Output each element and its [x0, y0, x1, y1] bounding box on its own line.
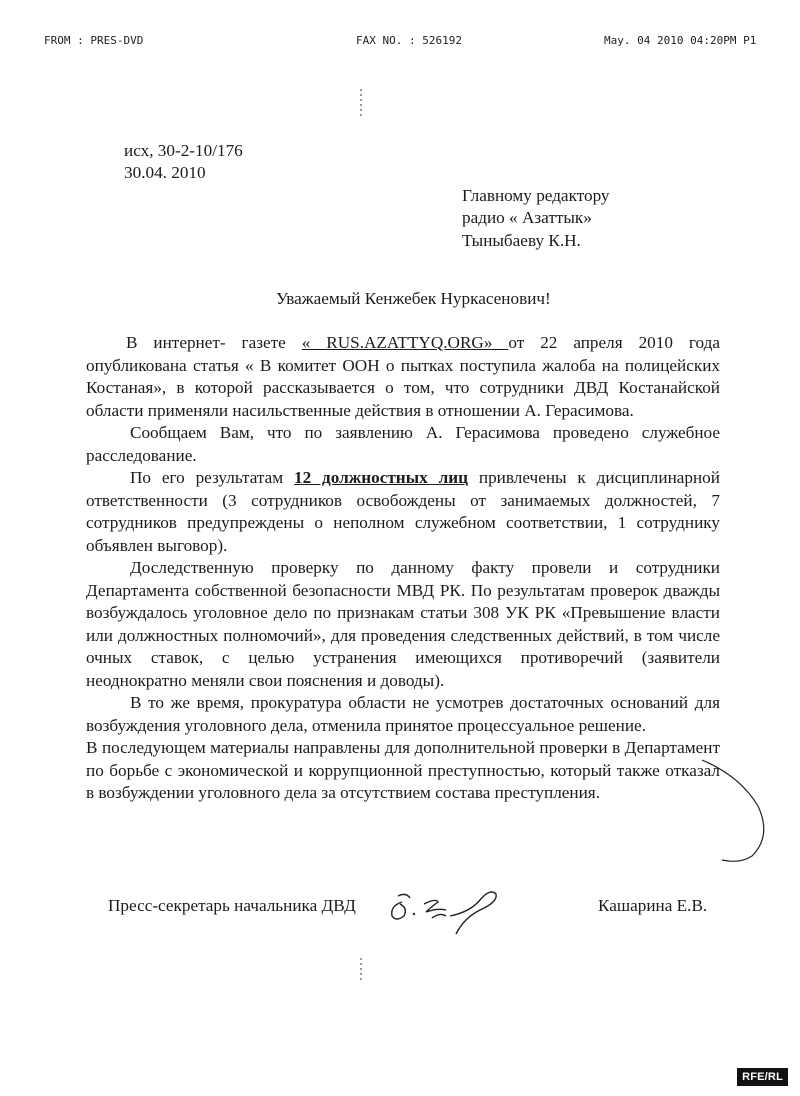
- paragraph-4: Доследственную проверку по данному факту провели и сотрудники Департамента собственной безопасности МВД РК. По результатам проверок дважды возбуждалось уголовное дело по признакам статьи 308 УК РК «Превышение власти или должностных полномочий», для проведения следственных действий, в том числе очных ставок, с целью устранения имеющихся противоречий (заявители неоднократно меняли свои пояснения и доводы).: [86, 558, 720, 690]
- fold-marks-bottom: [360, 958, 362, 983]
- paragraph-5: В то же время, прокуратура области не усмотрев достаточных оснований для возбуждения уголовного дела, отменила принятое процессуальное решение.: [86, 693, 720, 735]
- paragraph-1-intro: В интернет- газете: [126, 333, 302, 352]
- fax-from: FROM : PRES-DVD: [44, 34, 144, 47]
- letter-body: [86, 332, 720, 805]
- fax-datetime-page: May. 04 2010 04:20PM P1: [604, 34, 757, 47]
- addressee-line-3: Тыныбаеву К.Н.: [462, 231, 581, 250]
- greeting: Уважаемый Кенжебек Нуркасенович!: [276, 289, 551, 308]
- paragraph-3-intro: По его результатам: [130, 468, 295, 487]
- outgoing-reference-date: 30.04. 2010: [124, 163, 206, 182]
- paragraph-1-text: от 22 апреля 2010 года опубликована статья « В комитет ООН о пытках поступила жалоба на полицейских Костаная», в которой рассказывается о том, что сотрудники ДВД Костанайской области применяли насильственные действия в отношении А. Герасимова.: [86, 333, 720, 420]
- handwritten-bracket-mark: [700, 756, 780, 866]
- website-reference: « RUS.AZATTYQ.ORG»: [301, 333, 509, 352]
- paragraph-1: [86, 332, 720, 422]
- outgoing-reference-number: исх, 30-2-10/176: [124, 141, 243, 160]
- officials-count-emphasis: 12 должностных лиц: [294, 468, 469, 487]
- signatory-title: Пресс-секретарь начальника ДВД: [108, 896, 356, 915]
- paragraph-3: [86, 467, 720, 557]
- paragraph-6: В последующем материалы направлены для дополнительной проверки в Департамент по борьбе с экономической и коррупционной преступностью, который также отказал в возбуждении уголовного дела за отсутствием состава преступления.: [86, 738, 720, 802]
- paragraph-3-text: привлечены к дисциплинарной ответственности (3 сотрудников освобождены от занимаемых должностей, 7 сотрудников предупреждены о неполном служебном соответствии, 1 сотруднику объявлен выговор).: [86, 468, 720, 555]
- rferl-watermark: RFE/RL: [737, 1068, 788, 1086]
- addressee-line-1: Главному редактору: [462, 186, 610, 205]
- handwritten-signature: [380, 882, 530, 942]
- fold-marks-top: [360, 89, 362, 119]
- paragraph-2: Сообщаем Вам, что по заявлению А. Герасимова проведено служебное расследование.: [86, 423, 720, 465]
- fax-header: [0, 34, 800, 50]
- addressee-line-2: радио « Азаттык»: [462, 208, 592, 227]
- fax-number: FAX NO. : 526192: [356, 34, 462, 47]
- signatory-name: Кашарина Е.В.: [598, 896, 708, 915]
